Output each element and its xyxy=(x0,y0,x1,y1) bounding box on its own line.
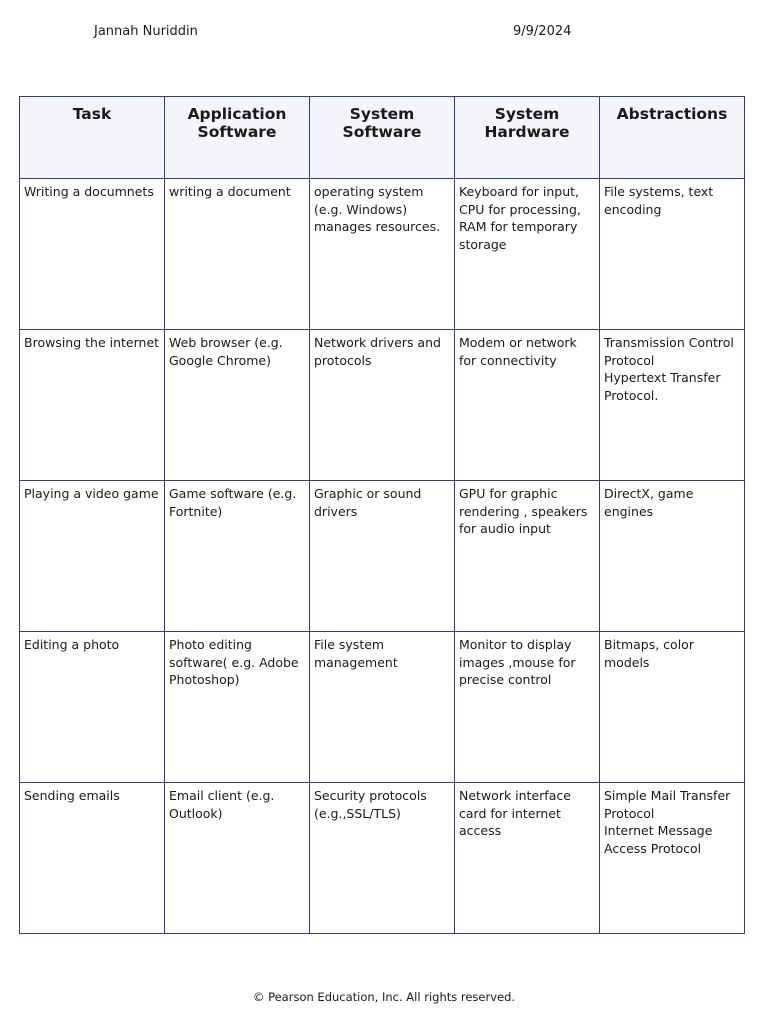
table-cell: Browsing the internet xyxy=(20,330,165,481)
author-name: Jannah Nuriddin xyxy=(94,24,198,39)
table-cell: Writing a documnets xyxy=(20,179,165,330)
table-header-row xyxy=(20,97,745,179)
table-cell: Photo editing software( e.g. Adobe Photoshop) xyxy=(165,632,310,783)
table-cell: Security protocols (e.g.,SSL/TLS) xyxy=(310,783,455,934)
copyright-footer: © Pearson Education, Inc. All rights reserved. xyxy=(252,990,516,1004)
table-cell: Modem or network for connectivity xyxy=(455,330,600,481)
table-cell: Graphic or sound drivers xyxy=(310,481,455,632)
table-cell: DirectX, game engines xyxy=(600,481,745,632)
table-cell: Editing a photo xyxy=(20,632,165,783)
column-header-system-software: System Software xyxy=(310,97,455,179)
table-cell: Transmission Control Protocol Hypertext Transfer Protocol. xyxy=(600,330,745,481)
table-row xyxy=(20,783,745,934)
table-cell: Bitmaps, color models xyxy=(600,632,745,783)
table-cell: Game software (e.g. Fortnite) xyxy=(165,481,310,632)
column-header-task: Task xyxy=(20,97,165,179)
column-header-application-software: Application Software xyxy=(165,97,310,179)
table-cell: Simple Mail Transfer Protocol Internet Message Access Protocol xyxy=(600,783,745,934)
table-cell: writing a document xyxy=(165,179,310,330)
table-cell: Web browser (e.g. Google Chrome) xyxy=(165,330,310,481)
table-row xyxy=(20,481,745,632)
column-header-system-hardware: System Hardware xyxy=(455,97,600,179)
table-cell: operating system (e.g. Windows) manages resources. xyxy=(310,179,455,330)
table-cell: Network interface card for internet access xyxy=(455,783,600,934)
task-abstraction-table xyxy=(19,96,745,934)
table-cell: Network drivers and protocols xyxy=(310,330,455,481)
table-cell: Email client (e.g. Outlook) xyxy=(165,783,310,934)
table-cell: File system management xyxy=(310,632,455,783)
table-row xyxy=(20,179,745,330)
table-cell: Monitor to display images ,mouse for precise control xyxy=(455,632,600,783)
table-cell: GPU for graphic rendering , speakers for audio input xyxy=(455,481,600,632)
table-cell: Keyboard for input, CPU for processing, RAM for temporary storage xyxy=(455,179,600,330)
table-row xyxy=(20,330,745,481)
table-cell: File systems, text encoding xyxy=(600,179,745,330)
table-row xyxy=(20,632,745,783)
table-cell: Sending emails xyxy=(20,783,165,934)
column-header-abstractions: Abstractions xyxy=(600,97,745,179)
table-cell: Playing a video game xyxy=(20,481,165,632)
document-date: 9/9/2024 xyxy=(513,24,572,39)
